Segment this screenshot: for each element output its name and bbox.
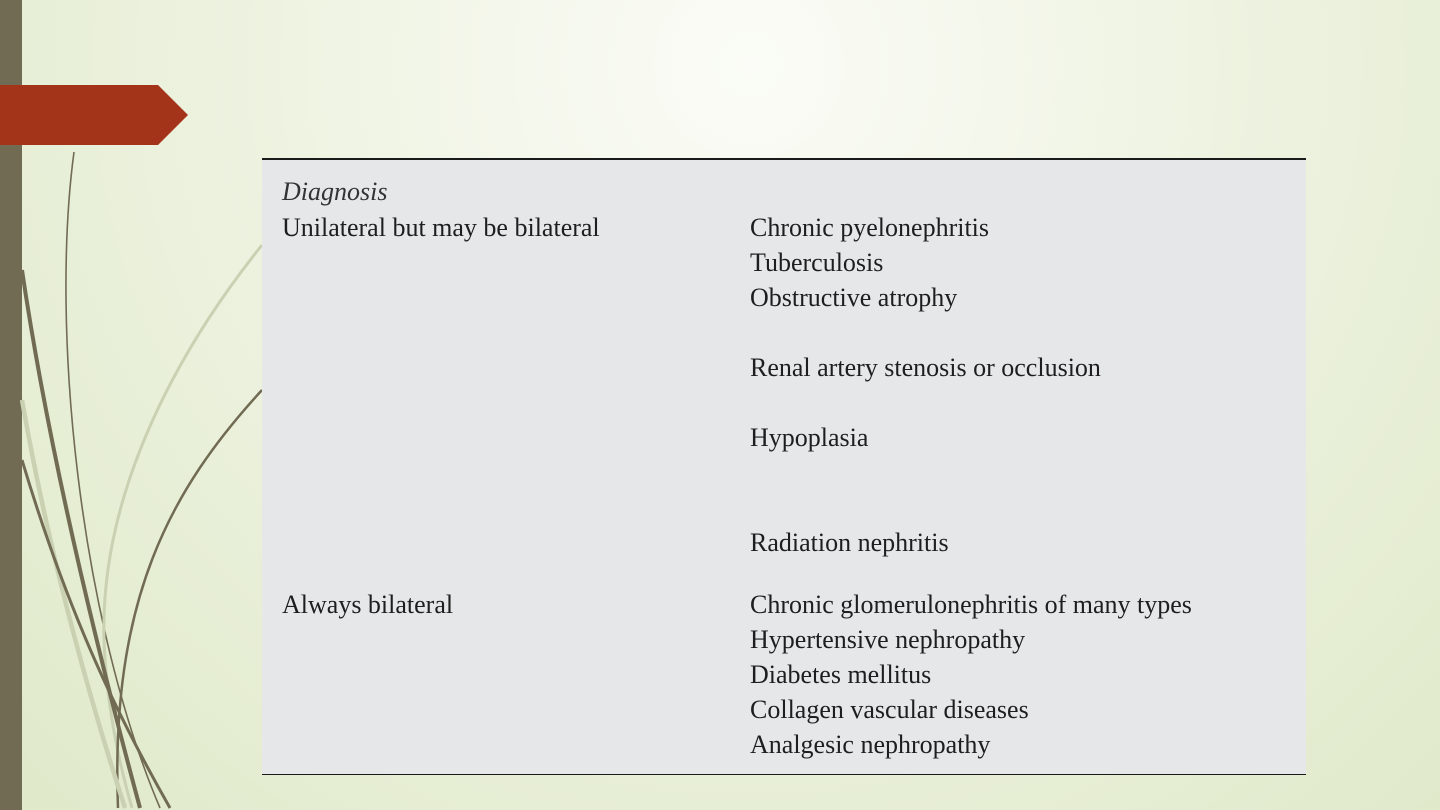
list-item: Obstructive atrophy — [750, 283, 958, 312]
curve-dark-2 — [117, 390, 262, 808]
curve-light-1 — [104, 245, 262, 808]
curve-thin-dark — [66, 152, 160, 808]
left-accent-bar — [0, 0, 22, 810]
table-header: Diagnosis — [282, 177, 388, 206]
list-item: Renal artery stenosis or occlusion — [750, 353, 1101, 382]
list-item: Analgesic nephropathy — [750, 730, 991, 759]
list-item: Hypertensive nephropathy — [750, 625, 1026, 654]
list-item: Radiation nephritis — [750, 528, 949, 557]
group-label: Unilateral but may be bilateral — [282, 213, 600, 242]
list-item: Diabetes mellitus — [750, 660, 932, 689]
list-item: Chronic pyelonephritis — [750, 213, 990, 242]
diagnosis-table — [262, 158, 1306, 775]
curve-dark-4 — [22, 460, 170, 808]
group-label: Always bilateral — [282, 590, 454, 619]
list-item: Hypoplasia — [750, 423, 869, 452]
curve-light-2 — [22, 400, 125, 808]
list-item: Tuberculosis — [750, 248, 884, 277]
curve-dark-3 — [22, 270, 140, 808]
list-item: Chronic glomerulonephritis of many types — [750, 590, 1192, 619]
accent-arrow-tab — [0, 85, 188, 145]
list-item: Collagen vascular diseases — [750, 695, 1029, 724]
